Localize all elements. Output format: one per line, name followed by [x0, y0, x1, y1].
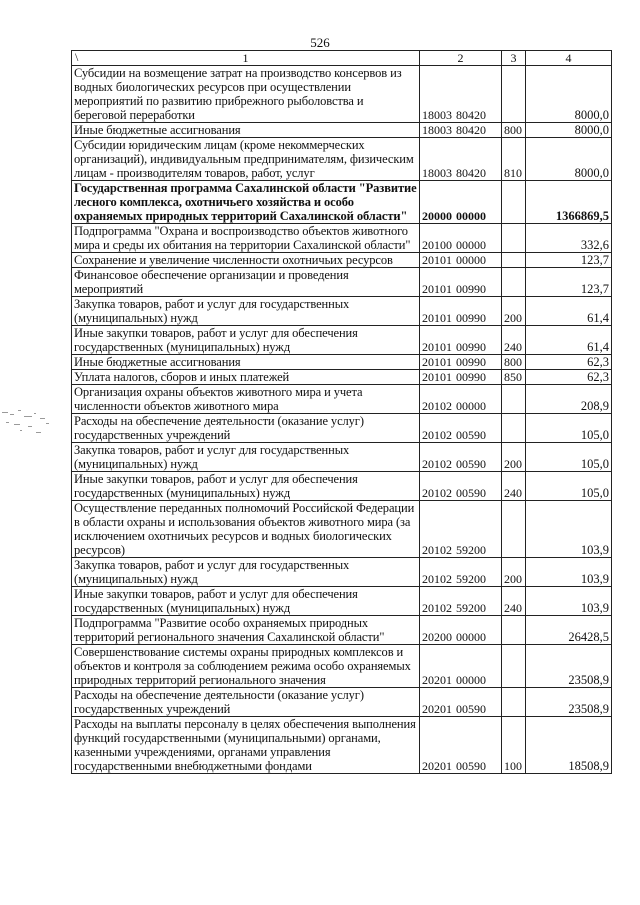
row-amount: 26428,5	[526, 616, 612, 645]
row-name: Иные закупки товаров, работ и услуг для обеспечения государственных (муниципальных) нужд	[72, 587, 420, 616]
row-name: Иные бюджетные ассигнования	[72, 123, 420, 138]
row-target-article-part1: 20102	[422, 399, 452, 413]
row-target-article-part1: 20201	[422, 673, 452, 687]
row-target-article-part1: 20101	[422, 253, 452, 267]
row-amount: 61,4	[526, 297, 612, 326]
row-expense-type: 240	[502, 326, 526, 355]
row-target-article-part1: 18003	[422, 108, 452, 122]
row-target-article-part2: 00000	[456, 673, 486, 687]
row-target-article-part2: 59200	[456, 601, 486, 615]
row-target-article	[420, 123, 502, 138]
row-target-article	[420, 355, 502, 370]
row-target-article-part1: 20102	[422, 457, 452, 471]
row-expense-type: 200	[502, 297, 526, 326]
row-target-article	[420, 472, 502, 501]
row-name: Субсидии юридическим лицам (кроме некоммерческих организаций), индивидуальным предпринимателям, физическим лицам - производителям товаров, работ, услуг	[72, 138, 420, 181]
row-amount: 103,9	[526, 558, 612, 587]
row-expense-type	[502, 688, 526, 717]
row-amount: 332,6	[526, 224, 612, 253]
row-expense-type: 810	[502, 138, 526, 181]
header-col-name	[72, 51, 420, 66]
row-target-article	[420, 414, 502, 443]
table-row	[72, 688, 612, 717]
table-row	[72, 443, 612, 472]
row-name: Субсидии на возмещение затрат на производство консервов из водных биологических ресурсов при осуществлении мероприятий по развитию прибрежного рыболовства и береговой переработки	[72, 66, 420, 123]
row-target-article-part1: 20201	[422, 702, 452, 716]
row-expense-type: 200	[502, 558, 526, 587]
row-target-article-part1: 20102	[422, 428, 452, 442]
header-label: 1	[242, 51, 249, 65]
row-amount: 208,9	[526, 385, 612, 414]
row-target-article-part2: 00990	[456, 340, 486, 354]
row-amount: 103,9	[526, 501, 612, 558]
row-expense-type: 200	[502, 443, 526, 472]
row-amount: 105,0	[526, 443, 612, 472]
row-name: Государственная программа Сахалинской области "Развитие лесного комплекса, охотничьего хозяйства и особо охраняемых природных территорий Сахалинской области"	[72, 181, 420, 224]
row-target-article	[420, 443, 502, 472]
row-amount: 18508,9	[526, 717, 612, 774]
row-target-article	[420, 385, 502, 414]
budget-table	[71, 50, 612, 774]
row-name: Осуществление переданных полномочий Российской Федерации в области охраны и использования объектов животного мира (за исключением охотничьих ресурсов и водных биологических ресурсов)	[72, 501, 420, 558]
row-target-article-part1: 20000	[422, 209, 452, 223]
row-target-article	[420, 501, 502, 558]
row-expense-type	[502, 385, 526, 414]
table-row	[72, 385, 612, 414]
row-name: Сохранение и увеличение численности охотничьих ресурсов	[72, 253, 420, 268]
row-target-article-part1: 18003	[422, 123, 452, 137]
row-target-article-part1: 20101	[422, 370, 452, 384]
row-amount: 8000,0	[526, 138, 612, 181]
row-target-article	[420, 326, 502, 355]
row-expense-type: 240	[502, 472, 526, 501]
row-target-article-part2: 80420	[456, 123, 486, 137]
row-target-article	[420, 688, 502, 717]
row-target-article	[420, 181, 502, 224]
row-name: Организация охраны объектов животного мира и учета численности объектов животного мира	[72, 385, 420, 414]
row-target-article	[420, 645, 502, 688]
table-row	[72, 297, 612, 326]
row-target-article	[420, 268, 502, 297]
row-target-article-part2: 59200	[456, 543, 486, 557]
row-target-article-part1: 20201	[422, 759, 452, 773]
table-row	[72, 717, 612, 774]
row-target-article-part1: 20102	[422, 543, 452, 557]
row-name: Иные закупки товаров, работ и услуг для обеспечения государственных (муниципальных) нужд	[72, 326, 420, 355]
row-name: Закупка товаров, работ и услуг для государственных (муниципальных) нужд	[72, 297, 420, 326]
table-row	[72, 326, 612, 355]
row-name: Иные закупки товаров, работ и услуг для обеспечения государственных (муниципальных) нужд	[72, 472, 420, 501]
row-target-article	[420, 224, 502, 253]
table-row	[72, 138, 612, 181]
page-number: 526	[310, 35, 330, 50]
table-row	[72, 224, 612, 253]
row-amount: 105,0	[526, 414, 612, 443]
row-amount: 61,4	[526, 326, 612, 355]
row-target-article-part2: 00000	[456, 209, 486, 223]
row-expense-type: 240	[502, 587, 526, 616]
row-name: Финансовое обеспечение организации и проведения мероприятий	[72, 268, 420, 297]
row-target-article-part1: 20102	[422, 572, 452, 586]
row-target-article-part2: 00000	[456, 399, 486, 413]
row-name: Расходы на обеспечение деятельности (оказание услуг) государственных учреждений	[72, 688, 420, 717]
row-target-article	[420, 717, 502, 774]
row-amount: 103,9	[526, 587, 612, 616]
table-row	[72, 472, 612, 501]
row-expense-type	[502, 224, 526, 253]
row-name: Расходы на обеспечение деятельности (оказание услуг) государственных учреждений	[72, 414, 420, 443]
row-name: Подпрограмма "Охрана и воспроизводство объектов животного мира и среды их обитания на территории Сахалинской области"	[72, 224, 420, 253]
row-target-article	[420, 558, 502, 587]
row-name: Подпрограмма "Развитие особо охраняемых природных территорий регионального значения Сахалинской области"	[72, 616, 420, 645]
row-target-article-part1: 20102	[422, 601, 452, 615]
table-row	[72, 587, 612, 616]
row-target-article-part1: 20101	[422, 311, 452, 325]
row-expense-type	[502, 414, 526, 443]
row-target-article-part2: 00590	[456, 428, 486, 442]
row-expense-type	[502, 181, 526, 224]
row-expense-type: 800	[502, 355, 526, 370]
table-row	[72, 558, 612, 587]
row-target-article-part1: 18003	[422, 166, 452, 180]
row-target-article	[420, 616, 502, 645]
row-target-article-part2: 00590	[456, 759, 486, 773]
row-target-article-part2: 00590	[456, 702, 486, 716]
row-expense-type: 100	[502, 717, 526, 774]
row-expense-type	[502, 253, 526, 268]
row-target-article	[420, 297, 502, 326]
row-target-article-part2: 00990	[456, 311, 486, 325]
row-target-article-part2: 80420	[456, 166, 486, 180]
row-target-article-part2: 00590	[456, 457, 486, 471]
row-target-article-part2: 59200	[456, 572, 486, 586]
table-row	[72, 501, 612, 558]
row-target-article-part2: 00990	[456, 282, 486, 296]
table-row	[72, 355, 612, 370]
row-target-article-part1: 20102	[422, 486, 452, 500]
row-amount: 105,0	[526, 472, 612, 501]
row-expense-type: 800	[502, 123, 526, 138]
row-name: Закупка товаров, работ и услуг для государственных (муниципальных) нужд	[72, 443, 420, 472]
table-row	[72, 616, 612, 645]
row-target-article	[420, 66, 502, 123]
row-target-article-part1: 20200	[422, 630, 452, 644]
row-amount: 62,3	[526, 355, 612, 370]
table-row	[72, 253, 612, 268]
scan-artifact	[0, 402, 60, 438]
row-target-article-part2: 00000	[456, 630, 486, 644]
table-row	[72, 268, 612, 297]
table-row	[72, 123, 612, 138]
header-col-csr: 2	[420, 51, 502, 66]
row-target-article-part2: 00000	[456, 253, 486, 267]
row-amount: 8000,0	[526, 123, 612, 138]
table-row	[72, 181, 612, 224]
row-target-article	[420, 138, 502, 181]
table-row	[72, 370, 612, 385]
row-expense-type	[502, 501, 526, 558]
row-target-article-part1: 20100	[422, 238, 452, 252]
row-amount: 123,7	[526, 253, 612, 268]
row-target-article-part1: 20101	[422, 282, 452, 296]
row-amount: 23508,9	[526, 645, 612, 688]
row-amount: 123,7	[526, 268, 612, 297]
row-amount: 23508,9	[526, 688, 612, 717]
row-amount: 62,3	[526, 370, 612, 385]
row-name: Совершенствование системы охраны природных комплексов и объектов и контроля за соблюдением режима особо охраняемых природных территорий регионального значения	[72, 645, 420, 688]
row-expense-type	[502, 645, 526, 688]
row-target-article-part2: 80420	[456, 108, 486, 122]
table-row	[72, 66, 612, 123]
row-name: Иные бюджетные ассигнования	[72, 355, 420, 370]
row-name: Уплата налогов, сборов и иных платежей	[72, 370, 420, 385]
header-col-amount: 4	[526, 51, 612, 66]
row-expense-type	[502, 616, 526, 645]
row-target-article	[420, 370, 502, 385]
row-expense-type	[502, 66, 526, 123]
row-name: Закупка товаров, работ и услуг для государственных (муниципальных) нужд	[72, 558, 420, 587]
row-expense-type: 850	[502, 370, 526, 385]
row-amount: 8000,0	[526, 66, 612, 123]
row-target-article	[420, 587, 502, 616]
row-target-article-part2: 00990	[456, 370, 486, 384]
row-target-article	[420, 253, 502, 268]
header-slash-mark: \	[75, 50, 79, 64]
row-target-article-part2: 00000	[456, 238, 486, 252]
row-target-article-part1: 20101	[422, 340, 452, 354]
row-target-article-part2: 00990	[456, 355, 486, 369]
row-target-article-part1: 20101	[422, 355, 452, 369]
row-amount: 1366869,5	[526, 181, 612, 224]
row-target-article-part2: 00590	[456, 486, 486, 500]
table-header-row	[72, 51, 612, 66]
table-row	[72, 414, 612, 443]
header-col-vr: 3	[502, 51, 526, 66]
row-name: Расходы на выплаты персоналу в целях обеспечения выполнения функций государственными (муниципальными) органами, казенными учреждениями, органами управления государственными внебюджетными фондами	[72, 717, 420, 774]
table-row	[72, 645, 612, 688]
row-expense-type	[502, 268, 526, 297]
